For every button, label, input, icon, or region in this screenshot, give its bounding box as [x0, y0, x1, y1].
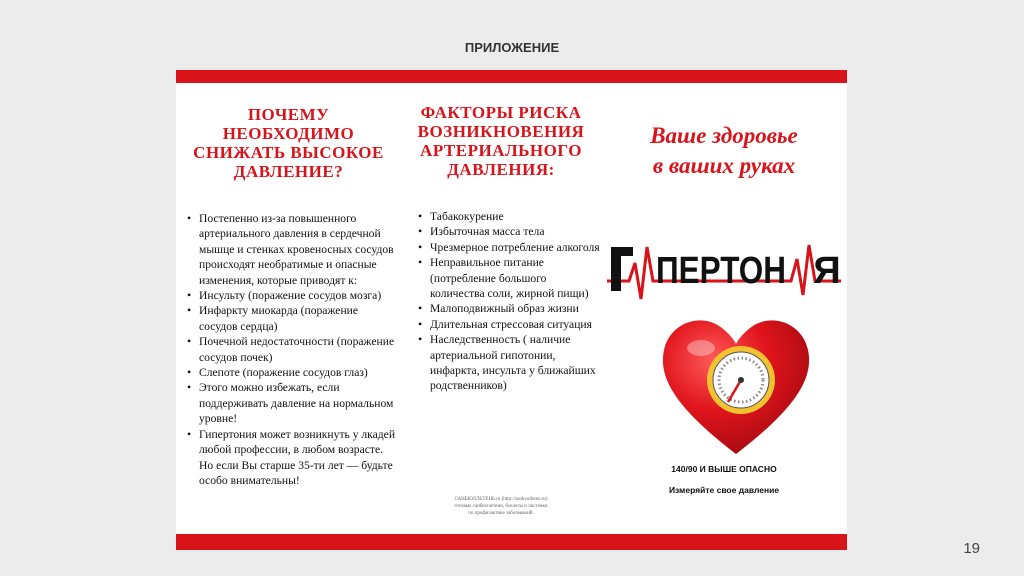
list-item: • Инсульту (поражение сосудов мозга): [185, 288, 397, 303]
list-item: • Гипертония может возникнуть у лкадей любой профессии, в любом возрасте. Но если Вы старше 35-ти лет — будьте особо внимательны!: [185, 427, 397, 489]
list-item: • Табакокурение: [416, 209, 601, 224]
list-item: • Постепенно из-за повышенного артериального давления в сердечной мышце и стенках кровеносных сосудов происходят необратимые и опасные изменения, которые приводят к:: [185, 211, 397, 288]
footnote-line-2: готовые санбюллетени, буклеты и листовки: [454, 504, 548, 509]
pressure-warning: 140/90 И ВЫШЕ ОПАСНО: [671, 464, 777, 474]
column-why-lower-pressure: [176, 83, 401, 487]
list-item: • Инфаркту миокарда (поражение сосудов сердца): [185, 303, 397, 334]
risk-factors-list: [416, 209, 601, 394]
brochure: [176, 70, 847, 550]
bottom-red-stripe: [176, 534, 847, 550]
column-risk-factors: [401, 83, 601, 516]
page-number: 19: [963, 540, 980, 557]
why-heading-line-4: ДАВЛЕНИЕ?: [233, 162, 344, 181]
footnote-line-1: САНБЮЛЛЕТЕНЬ.ru (http://sanbyulleten.ru): [454, 497, 548, 502]
logo-letter-g: [611, 247, 633, 291]
risk-heading: [401, 103, 601, 179]
top-red-stripe: [176, 70, 847, 83]
list-item: • Почечной недостаточности (поражение сосудов почек): [185, 334, 397, 365]
heart-with-gauge-icon: [656, 308, 816, 458]
logo-letter-ya: Я: [813, 250, 841, 292]
risk-heading-line-2: ВОЗНИКНОВЕНИЯ: [417, 122, 585, 141]
footnote-line-3: по профилактике заболеваний.: [468, 511, 534, 516]
why-heading: [176, 105, 401, 181]
why-heading-line-1: ПОЧЕМУ: [247, 105, 330, 124]
measure-advice: Измеряйте свое давление: [668, 485, 780, 495]
slogan-line-2: в ваших руках: [652, 153, 796, 178]
list-item: • Слепоте (поражение сосудов глаз): [185, 365, 397, 380]
hypertension-logo: [601, 233, 847, 303]
risk-heading-line-3: АРТЕРИАЛЬНОГО: [420, 141, 582, 160]
logo-text: ПЕРТОН: [656, 250, 786, 292]
list-item: • Неправильное питание (потребление большого количества соли, жирной пищи): [416, 255, 601, 301]
hypertension-logo-art: [601, 233, 847, 303]
health-slogan: [601, 121, 847, 181]
slogan-line-1: Ваше здоровье: [650, 123, 798, 148]
consequences-list: [185, 211, 397, 488]
risk-heading-line-4: ДАВЛЕНИЯ:: [447, 160, 555, 179]
risk-heading-line-1: ФАКТОРЫ РИСКА: [420, 103, 582, 122]
why-heading-line-3: СНИЖАТЬ ВЫСОКОЕ: [193, 143, 384, 162]
why-heading-line-2: НЕОБХОДИМО: [222, 124, 355, 143]
list-item: • Длительная стрессовая ситуация: [416, 317, 601, 332]
list-item: • Чрезмерное потребление алкоголя: [416, 240, 601, 255]
list-item: • Избыточная масса тела: [416, 224, 601, 239]
list-item: • Малоподвижный образ жизни: [416, 301, 601, 316]
slide-title: ПРИЛОЖЕНИЕ: [464, 40, 560, 55]
list-item: • Этого можно избежать, если поддерживать давление на нормальном уровне!: [185, 380, 397, 426]
source-footnote: [401, 496, 601, 517]
list-item: • Наследственность ( наличие артериальной гипотонии, инфаркта, инсульта у ближайших родственников): [416, 332, 601, 394]
heart-icon-art: [656, 308, 816, 458]
